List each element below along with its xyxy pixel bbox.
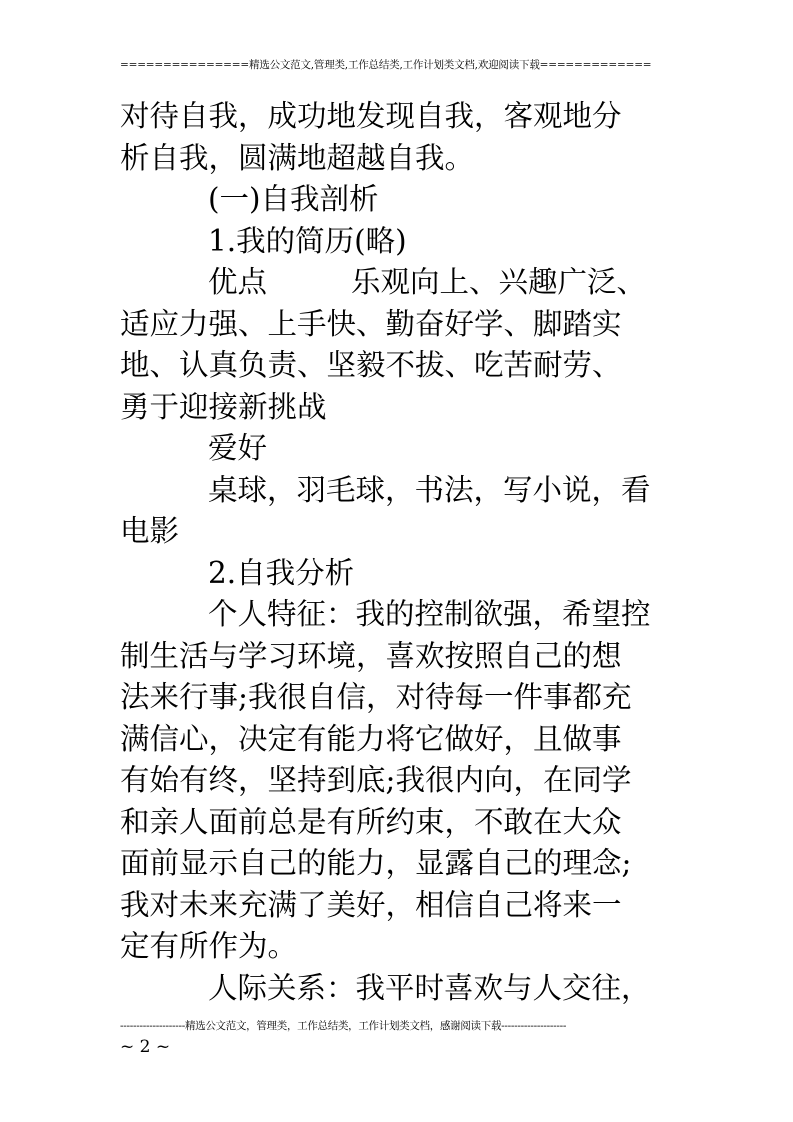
page-header: ===============精选公文范文,管理类,工作总结类,工作计划类文档,欢迎阅读下载============= [120,59,652,71]
page-footer: --------------------精选公文范文，管理类，工作总结类，工作计划类文档，感谢阅读下载-------------------- [120,1020,567,1032]
paragraph-line [120,262,680,304]
paragraph-line: 满信心，决定有能力将它做好，且做事 [120,721,622,756]
paragraph-line: 勇于迎接新挑战 [120,389,327,424]
paragraph-line: 有始有终，坚持到底;我很内向，在同学 [120,763,632,797]
subsection-heading: 1.我的简历(略) [208,223,407,258]
hobbies-label: 爱好 [208,431,268,465]
strengths-text: 乐观向上、兴趣广泛、 [351,265,647,299]
subsection-heading: 2.自我分析 [208,555,355,590]
paragraph-line: 适应力强、上手快、勤奋好学、脚踏实 [120,306,622,341]
paragraph-line: 法来行事;我很自信，对待每一件事都充 [120,680,632,714]
paragraph-line: 对待自我，成功地发现自我，客观地分 [120,99,622,133]
page-number: ~ 2 ~ [120,1037,171,1057]
paragraph-line: 人际关系：我平时喜欢与人交往， [208,970,651,1005]
paragraph-line: 面前显示自己的能力，显露自己的理念; [120,846,632,880]
section-heading: (一)自我剖析 [208,182,379,216]
paragraph-line: 定有所作为。 [120,929,298,963]
strengths-label: 优点 [208,265,268,299]
paragraph-line: 个人特征：我的控制欲强，希望控 [208,597,651,631]
paragraph-line: 和亲人面前总是有所约束，不敢在大众 [120,804,622,839]
paragraph-line: 析自我，圆满地超越自我。 [120,140,475,175]
paragraph-line: 制生活与学习环境，喜欢按照自己的想 [120,638,622,673]
paragraph-line: 电影 [120,514,180,548]
paragraph-line: 桌球，羽毛球，书法，写小说，看 [208,472,651,507]
paragraph-line: 我对未来充满了美好，相信自己将来一 [120,887,622,922]
paragraph-line: 地、认真负责、坚毅不拔、吃苦耐劳、 [120,348,622,382]
document-body [120,96,680,1009]
